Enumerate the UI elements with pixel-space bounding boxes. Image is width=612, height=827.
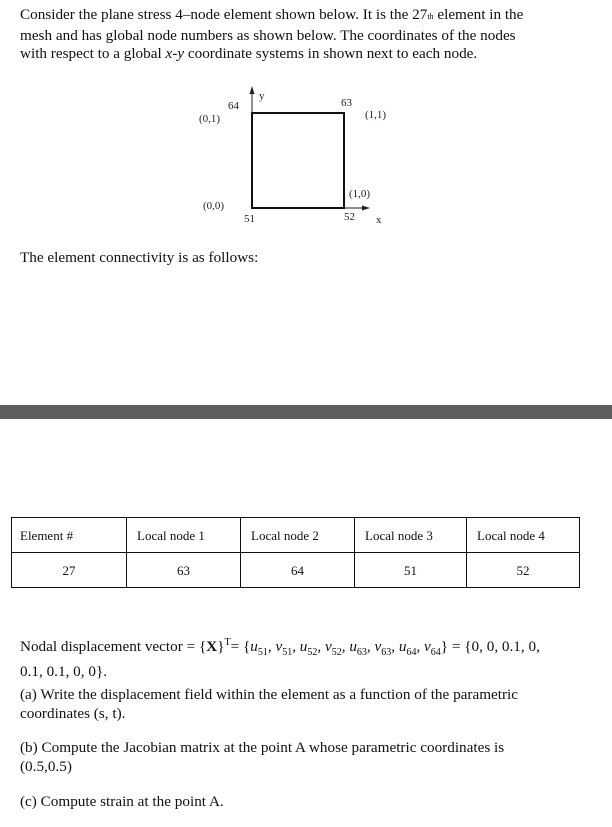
- component-symbol: v: [374, 638, 382, 656]
- intro-dash: –: [182, 6, 191, 23]
- disp-values-1: } = {0, 0, 0.1, 0,: [440, 638, 540, 656]
- connectivity-table: [11, 517, 580, 588]
- component-symbol: u: [299, 638, 308, 656]
- component-symbol: v: [324, 638, 332, 656]
- displacement-line-2: 0.1, 0.1, 0, 0}.: [20, 662, 108, 680]
- ordinal-suffix: th: [427, 12, 434, 21]
- connectivity-heading: The element connectivity is as follows:: [20, 249, 259, 266]
- element-square: [252, 113, 344, 208]
- node-51-coord: (0,0): [203, 200, 225, 212]
- node-64-label: 64: [228, 100, 239, 112]
- table-header-cell: Local node 1: [127, 518, 241, 553]
- node-51-label: 51: [244, 213, 255, 225]
- table-header-cell: Element #: [12, 518, 127, 553]
- question-a-line-1: (a) Write the displacement field within the element as a function of the parametric: [20, 686, 518, 703]
- x-axis-arrowhead: [362, 206, 370, 211]
- node-52-label: 52: [344, 211, 355, 223]
- component-subscript: 52: [331, 647, 342, 659]
- brace: }: [217, 638, 225, 656]
- table-row: [12, 553, 580, 588]
- disp-label: Nodal displacement vector = {: [20, 638, 207, 656]
- component-subscript: 64: [430, 647, 441, 659]
- table-header-cell: Local node 2: [241, 518, 355, 553]
- question-a: [20, 686, 585, 723]
- component-symbol: u: [398, 638, 407, 656]
- displacement-vector-paragraph: [20, 634, 585, 681]
- question-b-line-2: (0.5,0.5): [20, 757, 72, 775]
- x-axis-label: x: [376, 214, 382, 226]
- intro-text: with respect to a global: [20, 45, 166, 62]
- displacement-component: [275, 638, 293, 659]
- component-symbol: v: [275, 638, 283, 656]
- vector-symbol: X: [206, 638, 218, 656]
- component-subscript: 63: [356, 647, 367, 659]
- page-divider-bar: [0, 405, 612, 419]
- y-axis-label: y: [259, 90, 265, 102]
- displacement-components: $u_{51}$, $v_{51}$, $u_{52}$, $v_{52}$, $u_{63}$, $v_{63}$, $u_{64}$, $v_{64}$: [250, 638, 441, 659]
- displacement-component: [324, 638, 342, 659]
- displacement-component: [299, 638, 318, 659]
- question-a-line-2: coordinates (s, t).: [20, 704, 126, 722]
- component-subscript: 51: [257, 647, 268, 659]
- intro-text: node element shown below. It is the 27: [190, 6, 428, 23]
- displacement-component: [424, 638, 441, 659]
- intro-line-2: mesh and has global node numbers as shown below. The coordinates of the nodes: [20, 26, 516, 44]
- intro-text: Consider the plane stress 4: [20, 6, 183, 23]
- component-symbol: u: [349, 638, 357, 656]
- component-symbol: u: [250, 638, 258, 656]
- table-header-cell: Local node 4: [467, 518, 580, 553]
- component-subscript: 64: [406, 647, 417, 659]
- node-63-label: 63: [341, 97, 352, 109]
- node-63-coord: (1,1): [365, 109, 387, 121]
- question-b-line-1: (b) Compute the Jacobian matrix at the point A whose parametric coordinates is: [20, 739, 505, 756]
- displacement-component: [398, 638, 417, 659]
- component-subscript: 52: [307, 647, 318, 659]
- transpose-superscript: T: [224, 637, 231, 648]
- y-axis-arrowhead: [250, 86, 255, 94]
- component-subscript: 51: [282, 647, 293, 659]
- table-cell: 52: [467, 553, 580, 588]
- xy-italic: x-y: [165, 45, 185, 62]
- component-symbol: v: [424, 638, 431, 656]
- question-c: (c) Compute strain at the point A.: [20, 793, 224, 810]
- table-header-row: [12, 518, 580, 553]
- table-cell: 63: [127, 553, 241, 588]
- displacement-component: [250, 638, 268, 659]
- node-64-coord: (0,1): [199, 113, 221, 125]
- intro-text: element in the: [433, 6, 524, 23]
- question-b: [20, 739, 585, 776]
- displacement-component: [374, 638, 392, 659]
- table-cell: 51: [355, 553, 467, 588]
- element-diagram: [0, 0, 612, 240]
- table-header-cell: Local node 3: [355, 518, 467, 553]
- displacement-line-1: [20, 634, 585, 663]
- intro-text: coordinate systems in shown next to each node.: [184, 45, 478, 62]
- table-cell: 27: [12, 553, 127, 588]
- equals-open: = {: [230, 638, 251, 656]
- component-subscript: 63: [381, 647, 392, 659]
- displacement-component: [349, 638, 367, 659]
- node-52-coord: (1,0): [349, 188, 371, 200]
- table-cell: 64: [241, 553, 355, 588]
